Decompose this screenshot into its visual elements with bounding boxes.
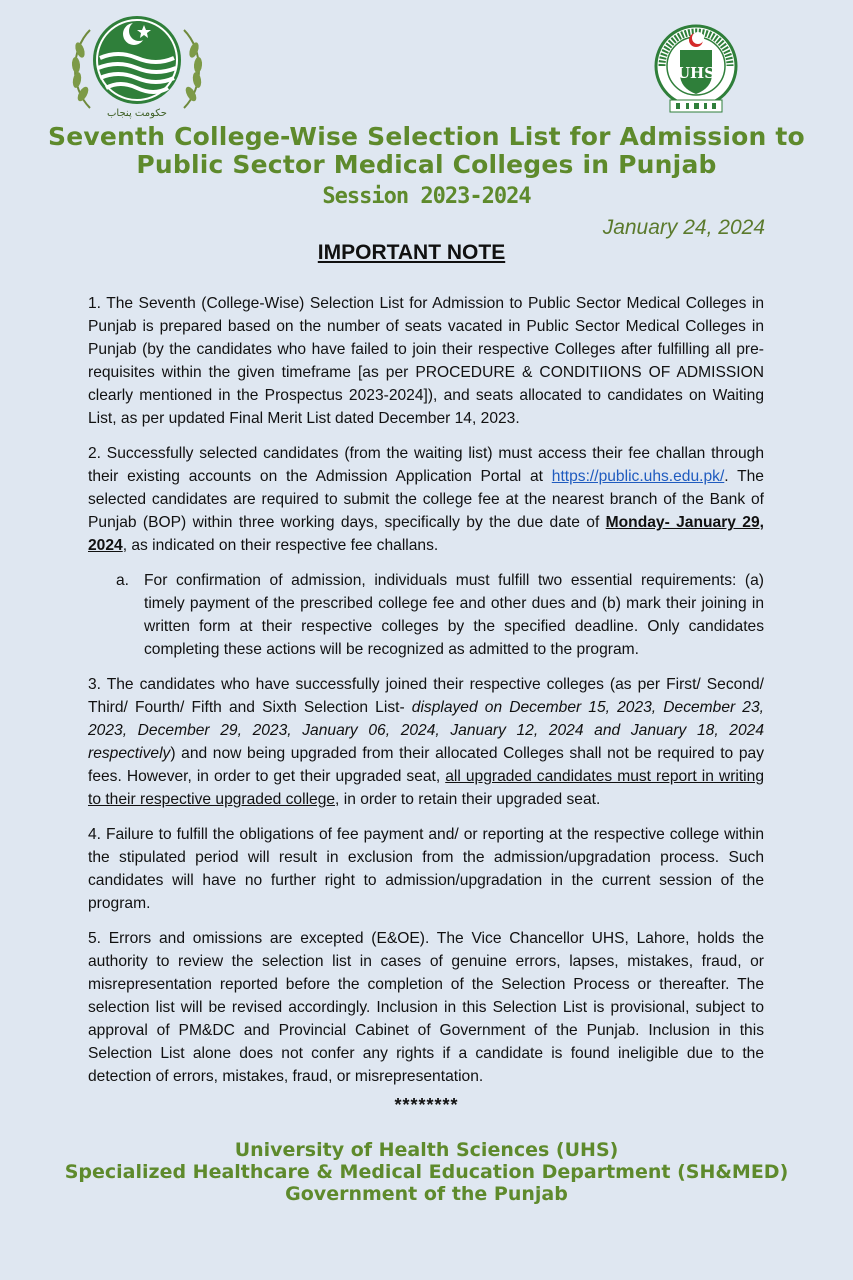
footer-line-1: University of Health Sciences (UHS)	[234, 1139, 619, 1161]
uhs-logo	[640, 24, 752, 114]
emblem-text: حکومت پنجاب	[107, 108, 167, 119]
separator: ********	[394, 1095, 459, 1115]
sub-a-text: For confirmation of admission, individuals must fulfill two essential requirements: (a) timely payment of the prescribed college fee and other dues and (b) mark their joining in written form at their respective colleges by the specified deadline. Only candidates completing these actions will be recognized as admitted to the program.	[144, 572, 764, 658]
note-3-underline: all upgraded candidates must report in writing to their respective upgraded college,	[88, 768, 764, 808]
punjab-government-emblem	[68, 10, 206, 120]
uhs-monogram: UHS	[676, 64, 716, 82]
document-date: January 24, 2024	[602, 216, 765, 239]
notes-body	[88, 292, 764, 1100]
footer-line-3: Government of the Punjab	[285, 1183, 568, 1205]
title-line-1: Seventh College-Wise Selection List for Admission to	[48, 122, 805, 151]
note-2-text-c: , as indicated on their respective fee challans.	[122, 537, 439, 554]
note-5: 5. Errors and omissions are excepted (E&OE). The Vice Chancellor UHS, Lahore, holds the authority to review the selection list in cases of genuine errors, lapses, mistakes, fraud, or misrepresentation reported before the completion of the Selection Process or thereafter. The selection list will be revised accordingly. Inclusion in this Selection List is provisional, subject to approval of PM&DC and Provincial Cabinet of Government of the Punjab. Inclusion in this Selection List alone does not confer any rights if a candidate is found ineligible due to the detection of errors, mistakes, fraud, or misrepresentation.	[88, 930, 764, 1085]
note-2-text-b: . The selected candidates are required to submit the college fee at the nearest branch of the Bank of Punjab (BOP) within three working days, specifically by the due date of	[88, 468, 764, 531]
note-1: 1. The Seventh (College-Wise) Selection List for Admission to Public Sector Medical Colleges in Punjab is prepared based on the number of seats vacated in Public Sector Medical Colleges in Punjab (by the candidates who have failed to join their respective Colleges after fulfilling all pre-requisites within the given timeframe [as per PROCEDURE & CONDITIIONS OF ADMISSION clearly mentioned in the Prospectus 2023-2024]), and seats allocated to candidates on Waiting List, as per updated Final Merit List dated December 14, 2023.	[88, 295, 764, 427]
note-3-text-c: in order to retain their upgraded seat.	[339, 791, 601, 808]
note-4: 4. Failure to fulfill the obligations of fee payment and/ or reporting at the respective college within the stipulated period will result in exclusion from the admission/upgradation process. Such candidates will have no further right to admission/upgradation in the current session of the program.	[88, 826, 764, 912]
note-3-text-b: ) and now being upgraded from their allocated Colleges shall not be required to pay fees. However, in order to get their upgraded seat,	[88, 745, 764, 785]
note-3-text-a: 3. The candidates who have successfully joined their respective colleges (as per First/ Second/ Third/ Fourth/ Fifth and Sixth Selection List-	[88, 676, 764, 716]
due-date: Monday- January 29, 2024	[88, 514, 764, 554]
important-note-heading: IMPORTANT NOTE	[317, 241, 506, 264]
note-3-dates: displayed on December 15, 2023, December 23, 2023, December 29, 2023, January 06, 2024, January 12, 2024 and January 18, 2024 respectively	[88, 699, 764, 762]
portal-link[interactable]: https://public.uhs.edu.pk/	[551, 468, 725, 485]
footer-line-2: Specialized Healthcare & Medical Education Department (SH&MED)	[64, 1161, 789, 1183]
note-3	[88, 673, 764, 811]
note-2	[88, 442, 764, 557]
note-2-text-a: 2. Successfully selected candidates (from the waiting list) must access their fee challan through their existing accounts on the Admission Application Portal at	[88, 445, 764, 485]
session-label: Session 2023-2024	[322, 184, 531, 209]
sub-marker: a.	[116, 572, 130, 589]
title-line-2: Public Sector Medical Colleges in Punjab	[136, 150, 717, 179]
note-2-sub-a	[88, 569, 764, 661]
